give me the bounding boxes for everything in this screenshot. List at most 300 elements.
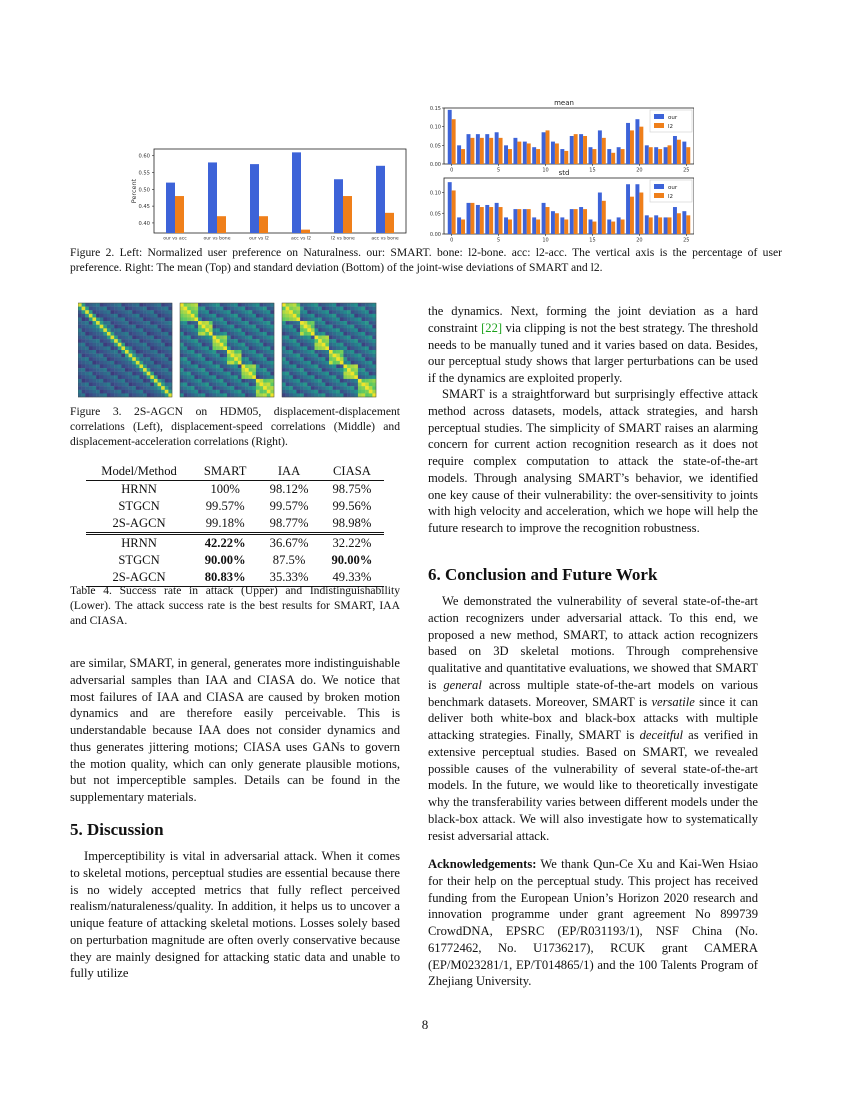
heatmap-cell [286,350,290,354]
heatmap-cell [282,386,286,390]
heatmap-cell [114,354,118,358]
heatmap-cell [209,368,213,372]
heatmap-cell [180,393,184,397]
heatmap-cell [286,303,290,307]
heatmap-cell [184,386,188,390]
heatmap-cell [187,383,191,387]
heatmap-cell [89,317,93,321]
heatmap-cell [245,354,249,358]
heatmap-cell [296,328,300,332]
heatmap-cell [194,307,198,311]
heatmap-cell [187,357,191,361]
bar [673,136,677,164]
heatmap-cell [216,336,220,340]
heatmap-cell [304,393,308,397]
heatmap-cell [129,317,133,321]
heatmap-cell [256,354,260,358]
heatmap-cell [340,325,344,329]
heatmap-cell [300,332,304,336]
heatmap-cell [329,346,333,350]
heatmap-cell [216,372,220,376]
heatmap-cell [260,372,264,376]
heatmap-cell [234,317,238,321]
bar [589,147,593,164]
heatmap-cell [293,390,297,394]
heatmap-cell [184,372,188,376]
bar [560,149,564,164]
heatmap-cell [369,325,373,329]
heatmap-cell [85,372,89,376]
table-header-cell: Model/Method [101,464,177,478]
heatmap-cell [304,307,308,311]
heatmap-cell [267,336,271,340]
heatmap-cell [245,307,249,311]
heatmap-cell [121,310,125,314]
heatmap-cell [85,364,89,368]
heatmap-cell [372,379,376,383]
heatmap-cell [282,321,286,325]
heatmap-cell [358,307,362,311]
heatmap-cell [202,332,206,336]
heatmap-cell [96,364,100,368]
x-tick-label: 5 [497,167,501,174]
heatmap-cell [180,386,184,390]
heatmap-cell [347,310,351,314]
heatmap-cell [82,379,86,383]
heatmap-cell [304,303,308,307]
heatmap-cell [129,372,133,376]
heatmap-cell [231,325,235,329]
heatmap-cell [369,379,373,383]
heatmap-cell [129,314,133,318]
heatmap-cell [125,372,129,376]
heatmap-cell [129,303,133,307]
heatmap-cell [213,364,217,368]
bar [686,147,690,164]
y-tick-label: 0.00 [429,232,441,238]
heatmap-cell [282,361,286,365]
heatmap-cell [307,386,311,390]
heatmap-cell [311,339,315,343]
heatmap-cell [270,390,274,394]
table-row [86,481,384,499]
heatmap-cell [234,368,238,372]
heatmap-cell [286,357,290,361]
heatmap-cell [296,386,300,390]
heatmap-cell [227,364,231,368]
heatmap-cell [191,317,195,321]
heatmap-cell [234,336,238,340]
heatmap-cell [249,303,253,307]
heatmap-cell [198,357,202,361]
heatmap-cell [213,375,217,379]
bar [476,134,480,164]
heatmap-cell [307,325,311,329]
heatmap-cell [78,346,82,350]
heatmap-cell [111,310,115,314]
bar [654,215,658,234]
citation-link[interactable]: [22] [481,320,503,335]
heatmap-cell [325,379,329,383]
heatmap-cell [365,375,369,379]
heatmap-cell [136,321,140,325]
heatmap-cell [263,386,267,390]
heatmap-cell [307,310,311,314]
heatmap-cell [194,393,198,397]
heatmap-cell [209,307,213,311]
heatmap-cell [100,368,104,372]
heatmap-cell [161,357,165,361]
heatmap-cell [150,325,154,329]
heatmap-cell [78,368,82,372]
heatmap-cell [365,390,369,394]
heatmap-cell [121,332,125,336]
heatmap-cell [227,357,231,361]
heatmap-cell [103,357,107,361]
heatmap-cell [234,314,238,318]
heatmap-cell [191,350,195,354]
heatmap-cell [234,328,238,332]
heatmap-cell [194,339,198,343]
heatmap-cell [263,368,267,372]
heatmap-cell [168,357,172,361]
heatmap-cell [158,383,162,387]
heatmap-cell [340,383,344,387]
heatmap-cell [249,339,253,343]
heatmap-cell [333,390,337,394]
table-header-cell: IAA [277,464,301,478]
heatmap-cell [89,357,93,361]
heatmap-cell [132,303,136,307]
heatmap-cell [351,361,355,365]
heatmap-cell [369,339,373,343]
heatmap-cell [372,393,376,397]
heatmap-cell [100,317,104,321]
heatmap-cell [263,314,267,318]
heatmap-cell [234,346,238,350]
heatmap-cell [143,350,147,354]
bar [527,209,531,234]
heatmap-cell [121,321,125,325]
heatmap-cell [107,361,111,365]
p3-text-c: since it can deliver both white-box and black-box attacks with multiple attacking strategies. Finally, SMART is [428,694,759,742]
heatmap-cell [293,350,297,354]
heatmap-cell [82,307,86,311]
heatmap-cell [202,372,206,376]
heatmap-cell [293,357,297,361]
heatmap-cell [325,364,329,368]
heatmap-cell [347,321,351,325]
heatmap-cell [282,307,286,311]
table-cell: 100% [210,482,240,496]
heatmap-cell [191,361,195,365]
heatmap-cell [369,386,373,390]
heatmap-cell [362,332,366,336]
heatmap-cell [231,303,235,307]
heatmap-cell [249,307,253,311]
heatmap-cell [289,339,293,343]
heatmap-cell [296,303,300,307]
section6-title: 6. Conclusion and Future Work [428,565,658,584]
heatmap-cell [158,357,162,361]
heatmap-cell [139,379,143,383]
heatmap-cell [227,372,231,376]
heatmap-cell [372,364,376,368]
heatmap-cell [205,350,209,354]
heatmap-cell [372,328,376,332]
heatmap-cell [322,339,326,343]
heatmap-cell [213,339,217,343]
heatmap-cell [296,357,300,361]
heatmap-cell [249,379,253,383]
heatmap-cell [270,361,274,365]
x-tick-label: l2 vs bone [331,236,355,242]
heatmap-cell [89,386,93,390]
heatmap-cell [118,328,122,332]
heatmap-cell [245,364,249,368]
heatmap-cell [241,321,245,325]
heatmap-cell [139,372,143,376]
heatmap-cell [340,321,344,325]
heatmap-cell [336,379,340,383]
heatmap-cell [300,357,304,361]
heatmap-cell [241,364,245,368]
figure3-caption: Figure 3. 2S-AGCN on HDM05, displacement-displacement correlations (Left), displacement-speed correlations (Middle) and displacement-acceleration correlations (Right). [70,405,400,449]
heatmap-cell [256,317,260,321]
heatmap-cell [125,350,129,354]
heatmap-cell [296,372,300,376]
heatmap-cell [311,325,315,329]
heatmap-cell [125,325,129,329]
heatmap-cell [125,321,129,325]
heatmap-cell [187,332,191,336]
heatmap-cell [78,314,82,318]
heatmap-cell [143,383,147,387]
heatmap-cell [114,339,118,343]
heatmap-cell [223,357,227,361]
heatmap-cell [139,314,143,318]
heatmap-cell [333,372,337,376]
heatmap-cell [336,328,340,332]
heatmap-cell [343,368,347,372]
heatmap-cell [194,310,198,314]
heatmap-cell [362,372,366,376]
heatmap-cell [150,383,154,387]
heatmap-cell [147,303,151,307]
heatmap-cell [311,361,315,365]
heatmap-cell [216,307,220,311]
heatmap-cell [252,383,256,387]
table-cell: 35.33% [269,570,309,584]
heatmap-cell [340,372,344,376]
x-tick-label: acc vs l2 [290,236,312,242]
bar [467,134,471,164]
heatmap-cell [150,364,154,368]
table-cell: 42.22% [204,536,246,550]
heatmap-cell [187,364,191,368]
heatmap-cell [111,332,115,336]
heatmap-cell [289,375,293,379]
bar [461,149,465,164]
heatmap-cell [82,368,86,372]
heatmap-cell [347,383,351,387]
heatmap-cell [220,332,224,336]
heatmap-cell [202,336,206,340]
heatmap-cell [209,390,213,394]
heatmap-cell [205,386,209,390]
heatmap-cell [286,336,290,340]
heatmap-cell [333,354,337,358]
heatmap-cell [234,307,238,311]
table-cell: HRNN [121,482,157,496]
heatmap-cell [147,343,151,347]
heatmap-cell [249,383,253,387]
heatmap-cell [136,350,140,354]
heatmap-cell [318,368,322,372]
heatmap-cell [241,386,245,390]
heatmap-cell [343,386,347,390]
heatmap-cell [213,350,217,354]
heatmap-cell [205,357,209,361]
heatmap-cell [347,307,351,311]
heatmap-cell [296,336,300,340]
heatmap-cell [184,328,188,332]
heatmap-cell [343,390,347,394]
bar [564,151,568,164]
heatmap-cell [365,361,369,365]
heatmap-cell [216,350,220,354]
heatmap-cell [329,375,333,379]
heatmap-cell [241,343,245,347]
heatmap-cell [351,343,355,347]
heatmap-cell [158,386,162,390]
page-number: 8 [421,1017,429,1032]
heatmap-cell [136,343,140,347]
heatmap-cell [202,346,206,350]
heatmap-cell [158,310,162,314]
heatmap-cell [329,350,333,354]
heatmap-cell [322,314,326,318]
y-tick-label: 0.15 [429,106,441,112]
heatmap-cell [78,332,82,336]
y-tick-label: 0.45 [138,204,150,211]
heatmap-cell [213,390,217,394]
heatmap-cell [322,364,326,368]
heatmap-cell [270,375,274,379]
heatmap-cell [260,343,264,347]
heatmap-cell [136,325,140,329]
heatmap-cell [96,314,100,318]
heatmap-cell [132,354,136,358]
heatmap-cell [118,317,122,321]
heatmap-cell [136,361,140,365]
heatmap-cell [238,372,242,376]
heatmap-cell [231,346,235,350]
heatmap-cell [315,357,319,361]
heatmap-cell [125,379,129,383]
heatmap-cell [85,379,89,383]
heatmap-cell [198,321,202,325]
heatmap-cell [318,364,322,368]
heatmap-cell [263,354,267,358]
heatmap-cell [121,390,125,394]
heatmap-cell [234,393,238,397]
heatmap-cell [191,354,195,358]
bar [630,130,634,164]
heatmap-cell [220,343,224,347]
heatmap-cell [213,393,217,397]
heatmap-cell [114,350,118,354]
heatmap-cell [347,343,351,347]
heatmap-cell [245,386,249,390]
heatmap-cell [213,321,217,325]
heatmap-cell [289,383,293,387]
heatmap-cell [289,364,293,368]
heatmap-cell [220,372,224,376]
heatmap-cell [158,328,162,332]
bar [532,217,536,234]
heatmap-cell [89,350,93,354]
heatmap-cell [194,368,198,372]
heatmap-cell [322,310,326,314]
heatmap-cell [369,354,373,358]
heatmap-cell [216,328,220,332]
heatmap-cell [307,332,311,336]
heatmap-cell [125,386,129,390]
heatmap-cell [362,325,366,329]
heatmap-cell [125,383,129,387]
heatmap-cell [343,321,347,325]
heatmap-cell [168,317,172,321]
heatmap-cell [263,336,267,340]
heatmap-cell [143,307,147,311]
heatmap-cell [245,321,249,325]
heatmap-cell [325,307,329,311]
heatmap-cell [333,317,337,321]
heatmap-cell [205,372,209,376]
heatmap-cell [111,350,115,354]
heatmap-cell [82,346,86,350]
heatmap-cell [202,307,206,311]
heatmap-cell [241,314,245,318]
heatmap-cell [263,390,267,394]
heatmap-cell [223,383,227,387]
heatmap-cell [209,339,213,343]
heatmap-cell [333,343,337,347]
heatmap-cell [82,321,86,325]
heatmap-cell [223,310,227,314]
heatmap-cell [129,354,133,358]
heatmap-cell [289,317,293,321]
heatmap-cell [270,350,274,354]
heatmap-cell [220,361,224,365]
heatmap-cell [223,317,227,321]
heatmap-cell [92,375,96,379]
heatmap-cell [96,361,100,365]
heatmap-cell [187,314,191,318]
heatmap-cell [260,325,264,329]
heatmap-cell [358,375,362,379]
heatmap-cell [238,393,242,397]
heatmap-cell [165,317,169,321]
bar [611,222,615,234]
heatmap-cell [96,307,100,311]
heatmap-cell [187,379,191,383]
heatmap-cell [202,339,206,343]
table-cell: 2S-AGCN [112,570,166,584]
heatmap-cell [347,386,351,390]
heatmap-cell [362,317,366,321]
